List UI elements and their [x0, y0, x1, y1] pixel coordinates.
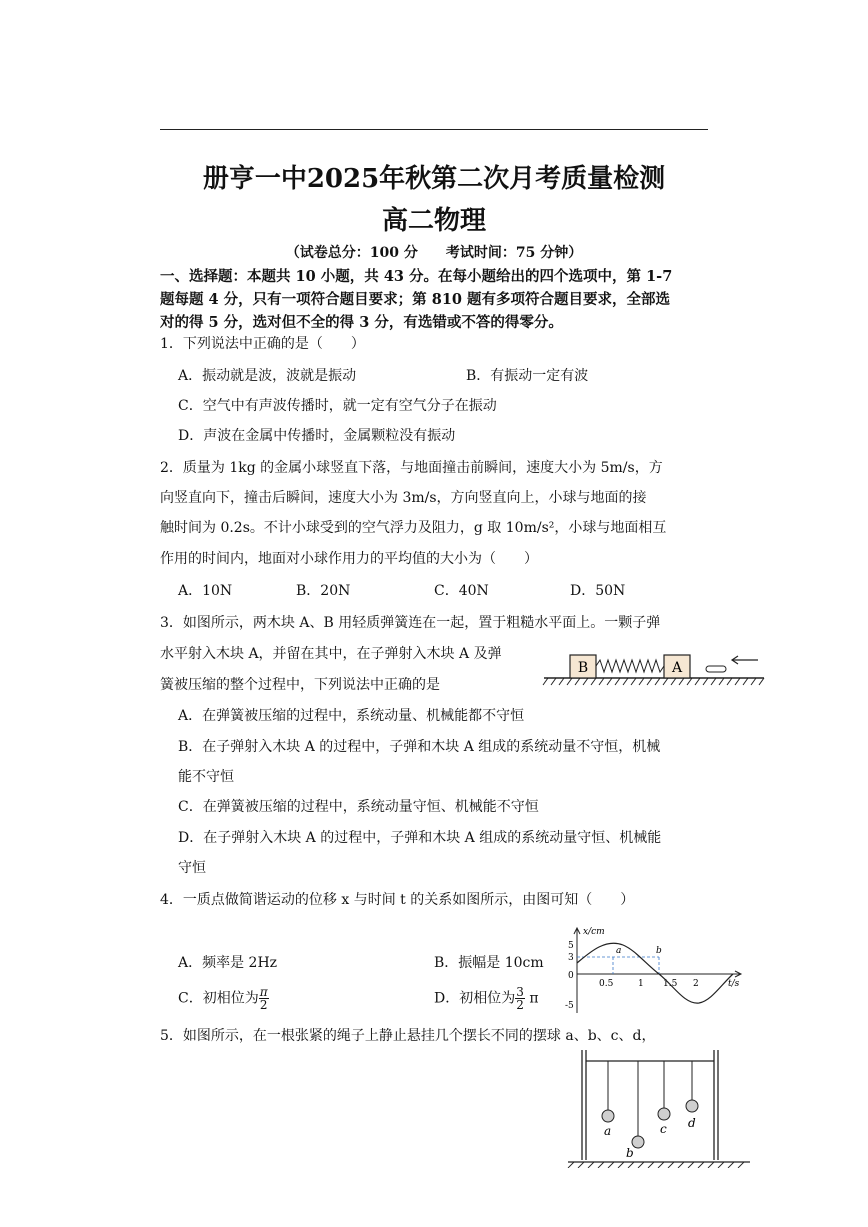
q1-option-c: C．空气中有声波传播时，就一定有空气分子在振动 — [178, 398, 497, 414]
q2-line3: 触时间为 0.2s。不计小球受到的空气浮力及阻力，g 取 10m/s²，小球与地面相互 — [160, 520, 667, 536]
q3-option-b-line2: 能不守恒 — [178, 769, 234, 785]
q3-option-a: A．在弹簧被压缩的过程中，系统动量、机械能都不守恒 — [178, 708, 525, 724]
exam-info: （试卷总分：100 分 考试时间：75 分钟） — [285, 245, 583, 261]
y-tick-5: 5 — [568, 941, 574, 951]
ball-b — [632, 1136, 644, 1148]
graph-ylabel: x/cm — [583, 927, 605, 937]
q4-option-d-den: 2 — [516, 998, 524, 1012]
q1-stem: 1．下列说法中正确的是（ ） — [160, 336, 365, 352]
spring — [596, 660, 664, 672]
q1-option-b: B．有振动一定有波 — [466, 368, 589, 384]
q4-option-c — [178, 986, 269, 1011]
q4-sine-graph — [565, 925, 745, 1017]
section1-heading-line2: 题每题 4 分，只有一项符合题目要求；第 810 题有多项符合题目要求，全部选 — [160, 291, 671, 308]
ball-c — [658, 1108, 670, 1120]
y-tick-neg5: -5 — [565, 1001, 574, 1011]
q2-option-c: C．40N — [434, 583, 489, 599]
graph-xlabel: t/s — [728, 979, 740, 989]
q2-option-b: B．20N — [296, 583, 351, 599]
bullet — [706, 666, 726, 672]
q3-option-b-line1: B．在子弹射入木块 A 的过程中，子弹和木块 A 组成的系统动量不守恒，机械 — [178, 739, 661, 755]
q4-option-c-prefix: C．初相位为 — [178, 990, 259, 1007]
point-b-label: b — [656, 946, 662, 956]
ball-b-label: b — [626, 1146, 634, 1160]
ball-d — [686, 1100, 698, 1112]
ball-a-label: a — [604, 1124, 612, 1138]
q3-option-d-line1: D．在子弹射入木块 A 的过程中，子弹和木块 A 组成的系统动量守恒、机械能 — [178, 830, 662, 846]
q4-option-d-num: 3 — [516, 985, 524, 999]
ball-a — [602, 1110, 614, 1122]
q1-option-a: A．振动就是波，波就是振动 — [178, 368, 357, 384]
x-tick-2: 2 — [693, 979, 699, 989]
exam-title: 册亨一中2025年秋第二次月考质量检测 — [202, 164, 666, 194]
ball-d-label: d — [688, 1116, 696, 1130]
q1-option-d: D．声波在金属中传播时，金属颗粒没有振动 — [178, 428, 456, 444]
q3-option-c: C．在弹簧被压缩的过程中，系统动量守恒、机械能不守恒 — [178, 799, 539, 815]
ball-c-label: c — [660, 1122, 667, 1136]
top-rule — [160, 129, 708, 130]
q4-option-a: A．频率是 2Hz — [178, 955, 278, 971]
section1-heading-line3: 对的得 5 分，选对但不全的得 3 分，有选错或不答的得零分。 — [160, 314, 563, 331]
block-b-label: B — [577, 660, 589, 676]
q3-spring-figure — [540, 650, 768, 690]
q4-option-d-prefix: D．初相位为 — [434, 990, 516, 1007]
x-tick-1: 1 — [638, 979, 644, 989]
y-tick-3: 3 — [568, 953, 574, 963]
q2-option-d: D．50N — [570, 583, 626, 599]
q4-stem: 4．一质点做简谐运动的位移 x 与时间 t 的关系如图所示，由图可知（ ） — [160, 892, 635, 908]
q2-line4: 作用的时间内，地面对小球作用力的平均值的大小为（ ） — [160, 551, 538, 567]
ground-hatching — [568, 1162, 744, 1168]
subject-title: 高二物理 — [381, 206, 486, 236]
q3-line1: 3．如图所示，两木块 A、B 用轻质弹簧连在一起，置于粗糙水平面上。一颗子弹 — [160, 615, 661, 631]
point-a-label: a — [616, 946, 622, 956]
block-a-label: A — [671, 660, 683, 676]
y-tick-0: 0 — [568, 971, 574, 981]
q5-stem: 5．如图所示，在一根张紧的绳子上静止悬挂几个摆长不同的摆球 a、b、c、d， — [160, 1028, 656, 1044]
q3-line3: 簧被压缩的整个过程中，下列说法中正确的是 — [160, 677, 440, 693]
q4-option-c-fraction — [259, 986, 269, 1011]
x-tick-1-5: 1.5 — [663, 979, 678, 989]
q3-option-d-line2: 守恒 — [178, 860, 206, 876]
q3-line2: 水平射入木块 A，并留在其中，在子弹射入木块 A 及弹 — [160, 646, 502, 662]
x-tick-0-5: 0.5 — [599, 979, 614, 989]
q4-option-d — [434, 986, 539, 1011]
q2-line2: 向竖直向下，撞击后瞬间，速度大小为 3m/s，方向竖直向上，小球与地面的接 — [160, 490, 647, 506]
q5-pendulum-figure — [560, 1044, 760, 1168]
q4-option-b: B．振幅是 10cm — [434, 955, 544, 971]
q4-option-d-fraction — [515, 986, 525, 1011]
q4-option-c-num: π — [259, 985, 268, 999]
q4-option-d-suffix: π — [524, 990, 539, 1007]
q4-option-c-den: 2 — [259, 998, 268, 1012]
sine-curve — [577, 943, 733, 1003]
section1-heading-line1: 一、选择题：本题共 10 小题，共 43 分。在每小题给出的四个选项中，第 1-7 — [160, 268, 673, 285]
q2-option-a: A．10N — [178, 583, 233, 599]
q2-line1: 2．质量为 1kg 的金属小球竖直下落，与地面撞击前瞬间，速度大小为 5m/s，方 — [160, 460, 663, 476]
